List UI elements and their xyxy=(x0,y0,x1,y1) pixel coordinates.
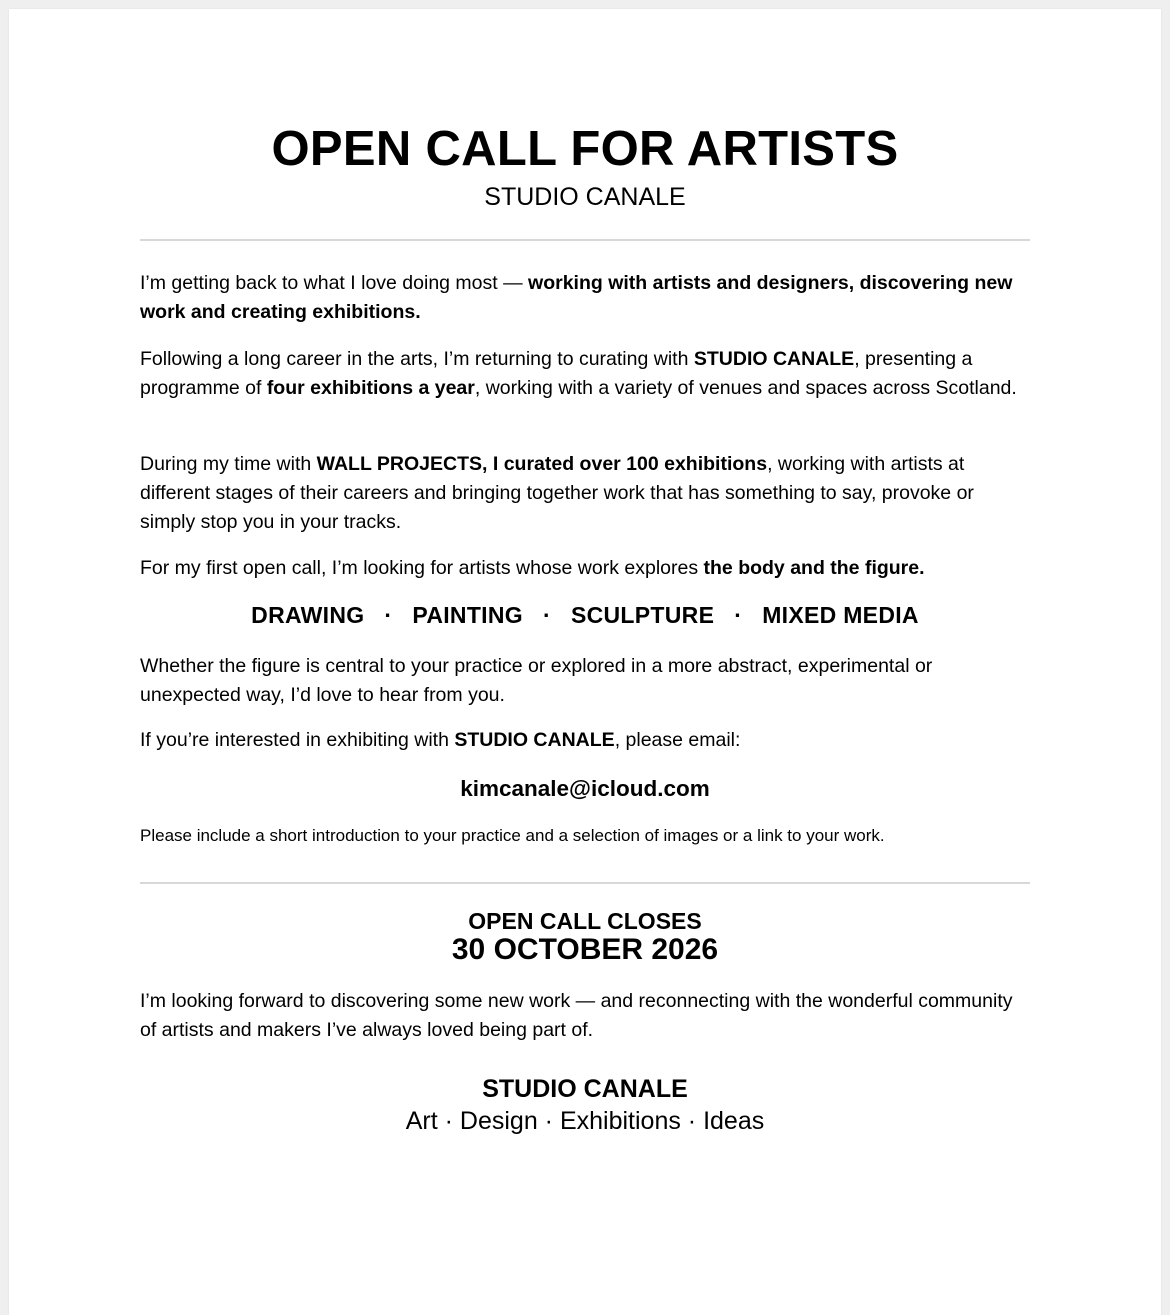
history-text-2: , working with artists at different stages of their careers and bringing together work that has something to say, provoke or simply stop you in your tracks. xyxy=(140,453,974,533)
theme-paragraph xyxy=(140,554,1030,583)
media-item: MIXED MEDIA xyxy=(762,602,919,628)
career-paragraph xyxy=(140,345,1030,403)
contact-text-2: , please email: xyxy=(614,729,741,751)
intro-bold: working with artists and designers, discovering new work and creating exhibitions. xyxy=(140,272,1013,323)
career-text-3: , working with a variety of venues and spaces across Scotland. xyxy=(474,377,1017,399)
contact-paragraph xyxy=(140,726,1030,755)
theme-bold: the body and the figure. xyxy=(703,557,925,579)
divider-top xyxy=(140,239,1030,241)
intro-paragraph xyxy=(140,269,1030,327)
footer-studio-name: STUDIO CANALE xyxy=(482,1075,688,1103)
deadline-label: OPEN CALL CLOSES xyxy=(468,908,702,934)
media-item: DRAWING xyxy=(251,602,365,628)
media-separator: · xyxy=(542,602,551,628)
closing-paragraph: I’m looking forward to discovering some new work — and reconnecting with the wonderful community of artists and makers I’ve always loved being part of. xyxy=(140,990,1013,1041)
history-text-1: During my time with xyxy=(140,453,317,475)
figure-paragraph: Whether the figure is central to your practice or explored in a more abstract, experimental or unexpected way, I’d love to hear from you. xyxy=(140,655,933,706)
intro-text: I’m getting back to what I love doing most — xyxy=(140,272,529,294)
contact-bold: STUDIO CANALE xyxy=(454,729,615,751)
media-separator: · xyxy=(734,602,743,628)
page-title: OPEN CALL FOR ARTISTS xyxy=(271,122,899,176)
theme-text: For my first open call, I’m looking for artists whose work explores xyxy=(140,557,704,579)
history-paragraph xyxy=(140,450,1030,537)
deadline-date: 30 OCTOBER 2026 xyxy=(451,933,719,966)
career-bold-2: four exhibitions a year xyxy=(266,377,475,399)
submission-note: Please include a short introduction to your practice and a selection of images or a link to your work. xyxy=(140,826,885,845)
media-item: SCULPTURE xyxy=(570,602,715,628)
contact-text-1: If you’re interested in exhibiting with xyxy=(140,729,455,751)
career-text-1: Following a long career in the arts, I’m returning to curating with xyxy=(140,348,694,370)
divider-bottom xyxy=(140,882,1030,884)
contact-email-link[interactable]: kimcanale@icloud.com xyxy=(460,776,710,801)
media-list xyxy=(140,600,1030,630)
history-bold-1: WALL PROJECTS, I curated over 100 exhibitions xyxy=(316,453,768,475)
career-bold-1: STUDIO CANALE xyxy=(693,348,855,370)
media-separator: · xyxy=(384,602,393,628)
career-text-2: , presenting a programme of xyxy=(140,348,973,399)
document-page xyxy=(9,9,1161,1315)
footer-tagline: Art · Design · Exhibitions · Ideas xyxy=(405,1107,765,1135)
page-subtitle: STUDIO CANALE xyxy=(484,183,686,211)
media-item: PAINTING xyxy=(412,602,523,628)
